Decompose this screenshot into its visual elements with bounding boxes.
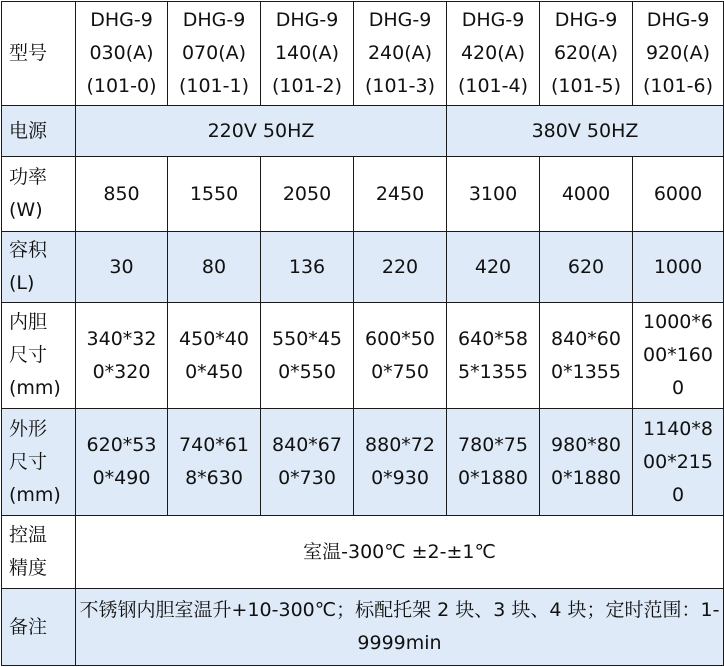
capacity-cell: 420 — [447, 232, 540, 303]
power-cell: 2050 — [261, 157, 354, 232]
model-cell: DHG-9 140(A) (101-2) — [261, 2, 354, 106]
capacity-cell: 220 — [354, 232, 447, 303]
power-cell: 4000 — [540, 157, 633, 232]
inner-size-cell: 450*40 0*450 — [168, 303, 261, 409]
remarks-header: 备注 — [2, 589, 76, 666]
model-cell: DHG-9 240(A) (101-3) — [354, 2, 447, 106]
inner-size-cell: 550*45 0*550 — [261, 303, 354, 409]
power-supply-row — [2, 106, 724, 157]
model-cell: DHG-9 420(A) (101-4) — [447, 2, 540, 106]
capacity-cell: 1000 — [633, 232, 724, 303]
outer-size-cell: 840*67 0*730 — [261, 409, 354, 516]
temp-control-cell: 室温-300℃ ±2-±1℃ — [76, 516, 724, 589]
inner-size-header: 内胆 尺寸 (mm) — [2, 303, 76, 409]
outer-size-cell: 1140*8 00*215 0 — [633, 409, 724, 516]
outer-size-cell: 740*61 8*630 — [168, 409, 261, 516]
power-cell: 3100 — [447, 157, 540, 232]
power-supply-high-cell: 380V 50HZ — [447, 106, 724, 157]
model-cell: DHG-9 920(A) (101-6) — [633, 2, 724, 106]
inner-size-cell: 340*32 0*320 — [76, 303, 168, 409]
inner-size-cell: 840*60 0*1355 — [540, 303, 633, 409]
model-cell: DHG-9 620(A) (101-5) — [540, 2, 633, 106]
temp-control-header: 控温 精度 — [2, 516, 76, 589]
model-header: 型号 — [2, 2, 76, 106]
model-row — [2, 2, 724, 106]
spec-table — [1, 1, 724, 666]
model-cell: DHG-9 030(A) (101-0) — [76, 2, 168, 106]
power-row — [2, 157, 724, 232]
inner-size-cell: 640*58 5*1355 — [447, 303, 540, 409]
power-header: 功率 (W) — [2, 157, 76, 232]
capacity-cell: 80 — [168, 232, 261, 303]
outer-size-cell: 620*53 0*490 — [76, 409, 168, 516]
inner-size-cell: 1000*6 00*160 0 — [633, 303, 724, 409]
power-supply-low-cell: 220V 50HZ — [76, 106, 447, 157]
outer-size-row — [2, 409, 724, 516]
temp-control-row — [2, 516, 724, 589]
inner-size-cell: 600*50 0*750 — [354, 303, 447, 409]
remarks-cell: 不锈钢内胆室温升+10-300℃；标配托架 2 块、3 块、4 块；定时范围：1-9999min — [76, 589, 724, 666]
capacity-cell: 30 — [76, 232, 168, 303]
power-cell: 6000 — [633, 157, 724, 232]
remarks-row — [2, 589, 724, 666]
capacity-cell: 620 — [540, 232, 633, 303]
power-cell: 1550 — [168, 157, 261, 232]
power-cell: 2450 — [354, 157, 447, 232]
power-supply-header: 电源 — [2, 106, 76, 157]
capacity-header: 容积 (L) — [2, 232, 76, 303]
outer-size-cell: 980*80 0*1880 — [540, 409, 633, 516]
outer-size-cell: 780*75 0*1880 — [447, 409, 540, 516]
capacity-cell: 136 — [261, 232, 354, 303]
power-cell: 850 — [76, 157, 168, 232]
model-cell: DHG-9 070(A) (101-1) — [168, 2, 261, 106]
outer-size-cell: 880*72 0*930 — [354, 409, 447, 516]
capacity-row — [2, 232, 724, 303]
outer-size-header: 外形 尺寸 (mm) — [2, 409, 76, 516]
inner-size-row — [2, 303, 724, 409]
